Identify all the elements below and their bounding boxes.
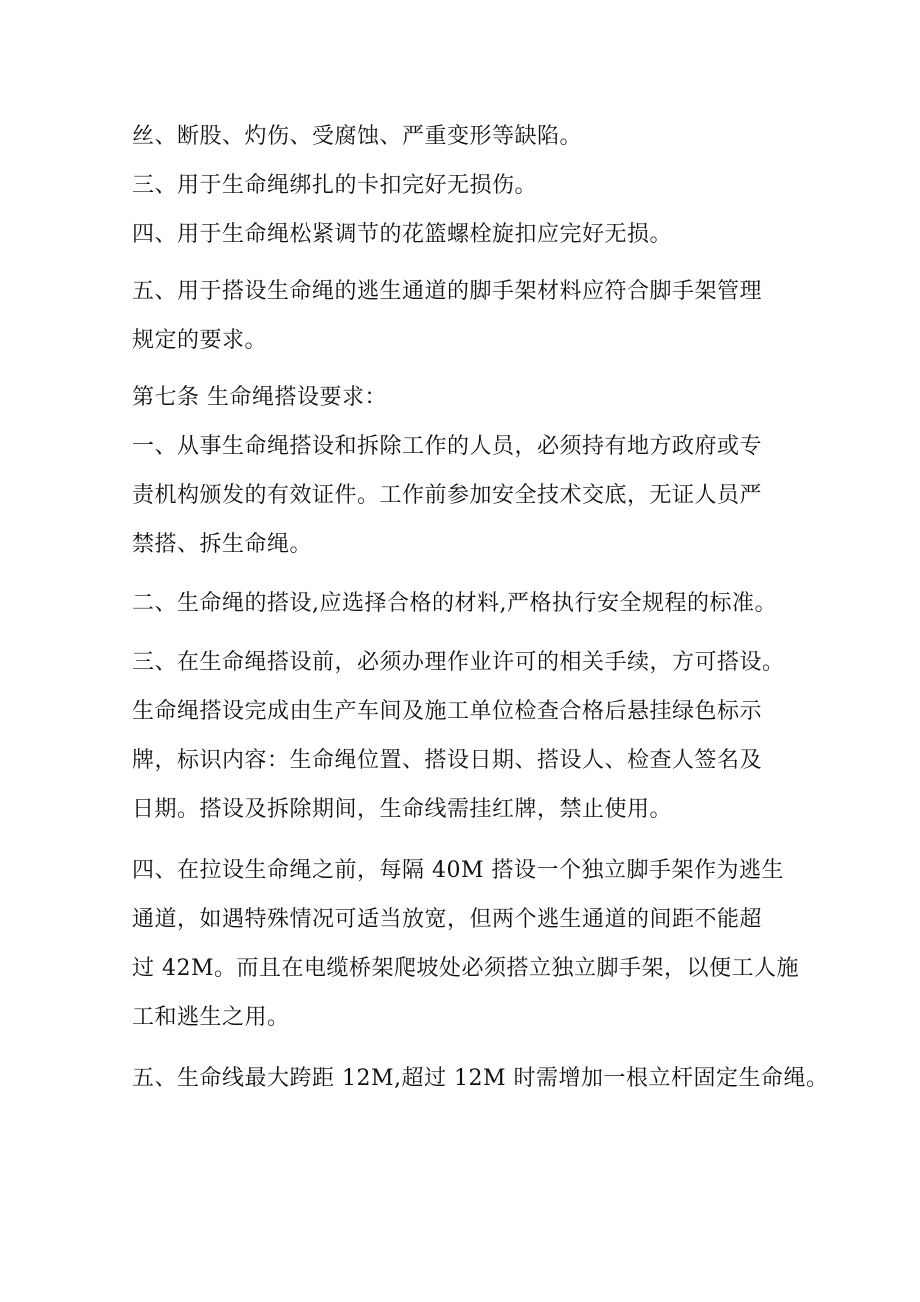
section-heading-article-7 [132,373,838,422]
text-line: 过 42M。而且在电缆桥架爬坡处必须搭立独立脚手架，以便工人施 [132,956,800,981]
text-line: 禁搭、拆生命绳。 [132,532,313,557]
paragraph-max-span [132,1054,838,1103]
paragraph-escape-scaffold [132,846,838,1042]
paragraph-turnbuckle-requirement [132,210,838,259]
text-line: 丝、断股、灼伤、受腐蚀、严重变形等缺陷。 [132,124,583,149]
text-line: 通道，如遇特殊情况可适当放宽，但两个逃生通道的间距不能超 [132,907,763,932]
text-line: 牌，标识内容：生命绳位置、搭设日期、搭设人、检查人签名及 [132,748,763,773]
text-line: 日期。搭设及拆除期间，生命线需挂红牌，禁止使用。 [132,797,673,822]
text-line: 生命绳搭设完成由生产车间及施工单位检查合格后悬挂绿色标示 [132,699,763,724]
text-line: 责机构颁发的有效证件。工作前参加安全技术交底，无证人员严 [132,483,763,508]
text-line: 规定的要求。 [132,328,268,353]
paragraph-clamp-requirement [132,161,838,210]
text-line: 三、用于生命绳绑扎的卡扣完好无损伤。 [132,173,538,198]
text-line: 一、从事生命绳搭设和拆除工作的人员，必须持有地方政府或专 [132,434,763,459]
paragraph-personnel-certification [132,422,838,569]
paragraph-defects-continuation [132,112,838,161]
text-line: 五、用于搭设生命绳的逃生通道的脚手架材料应符合脚手架管理 [132,279,763,304]
paragraph-work-permit [132,638,838,834]
text-line: 四、在拉设生命绳之前，每隔 40M 搭设一个独立脚手架作为逃生 [132,858,785,883]
text-line: 三、在生命绳搭设前，必须办理作业许可的相关手续，方可搭设。 [132,650,785,675]
paragraph-material-selection [132,579,838,628]
text-line: 工和逃生之用。 [132,1005,290,1030]
paragraph-scaffold-material [132,267,838,365]
text-line: 四、用于生命绳松紧调节的花篮螺栓旋扣应完好无损。 [132,222,673,247]
text-line: 第七条 生命绳搭设要求： [132,385,387,410]
text-line: 五、生命线最大跨距 12M,超过 12M 时需增加一根立杆固定生命绳。 [132,1066,829,1091]
document-page [132,112,838,1103]
text-line: 二、生命绳的搭设,应选择合格的材料,严格执行安全规程的标准。 [132,591,777,616]
